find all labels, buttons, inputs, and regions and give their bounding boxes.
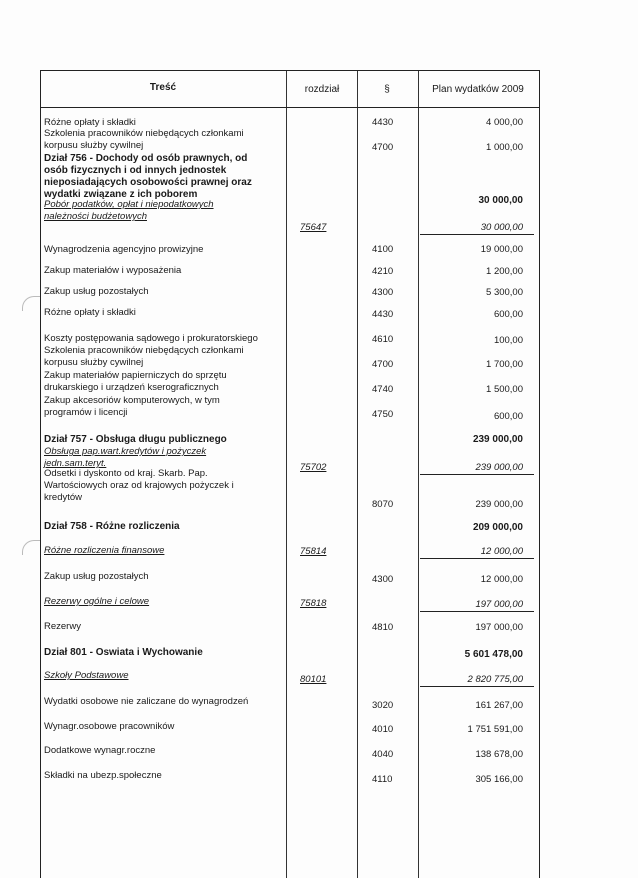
- row-paragraph: 4740: [372, 384, 394, 395]
- row-amount: 305 166,00: [475, 774, 523, 785]
- row-paragraph: 4210: [372, 266, 394, 277]
- row-paragraph: 4110: [372, 774, 393, 785]
- section-heading: nieposiadających osobowości prawnej oraz: [44, 177, 252, 188]
- row-text: Zakup materiałów papierniczych do sprzętu: [44, 370, 227, 381]
- row-paragraph: 4610: [372, 334, 394, 345]
- row-paragraph: 8070: [372, 499, 394, 510]
- amount-underline: [420, 234, 534, 235]
- punch-hole-mark: [22, 540, 41, 555]
- row-text: Zakup usług pozostałych: [44, 286, 149, 297]
- row-text: Zakup materiałów i wyposażenia: [44, 265, 182, 276]
- row-paragraph: 4300: [372, 287, 394, 298]
- header-plan: Plan wydatków 2009: [432, 84, 524, 95]
- row-paragraph: 4750: [372, 409, 394, 420]
- section-heading: Dział 756 - Dochody od osób prawnych, od: [44, 153, 248, 164]
- column-divider: [286, 71, 287, 878]
- row-text: drukarskiego i urządzeń kserograficznych: [44, 382, 219, 393]
- subsection-chapter: 75702: [300, 462, 327, 473]
- subsection-chapter: 75647: [300, 222, 327, 233]
- subsection-text: Obsługa pap.wart.kredytów i pożyczek: [44, 446, 207, 457]
- row-text: Różne opłaty i składki: [44, 307, 136, 318]
- subsection-chapter: 75814: [300, 546, 327, 557]
- row-paragraph: 4810: [372, 622, 394, 633]
- column-divider: [357, 71, 358, 878]
- section-amount: 209 000,00: [472, 522, 523, 533]
- row-paragraph: 4100: [372, 244, 394, 255]
- section-heading: osób fizycznych i od innych jednostek: [44, 165, 227, 176]
- row-amount: 161 267,00: [475, 700, 523, 711]
- row-text: Szkolenia pracowników niebędących członkami: [44, 345, 244, 356]
- row-amount: 1 500,00: [486, 384, 523, 395]
- subsection-text: jedn.sam.teryt.: [44, 458, 107, 469]
- subsection-text: Różne rozliczenia finansowe: [44, 545, 165, 556]
- subsection-chapter: 80101: [300, 674, 327, 685]
- row-text: Wydatki osobowe nie zaliczane do wynagrodzeń: [44, 696, 249, 707]
- row-text: korpusu służby cywilnej: [44, 140, 144, 151]
- subsection-amount: 197 000,00: [475, 599, 523, 610]
- row-amount: 5 300,00: [486, 287, 523, 298]
- subsection-amount: 239 000,00: [475, 462, 523, 473]
- header-rozdzial: rozdział: [304, 84, 340, 95]
- section-heading: Dział 758 - Różne rozliczenia: [44, 521, 180, 532]
- row-amount: 138 678,00: [475, 749, 523, 760]
- subsection-amount: 2 820 775,00: [467, 674, 523, 685]
- column-divider: [418, 71, 419, 878]
- row-amount: 197 000,00: [475, 622, 523, 633]
- budget-table: [40, 70, 540, 878]
- subsection-text: Pobór podatków, opłat i niepodatkowych: [44, 199, 214, 210]
- row-text: Szkolenia pracowników niebędących członkami: [44, 128, 244, 139]
- row-amount: 1 700,00: [486, 359, 523, 370]
- row-text: kredytów: [44, 492, 83, 503]
- row-amount: 1 200,00: [486, 266, 523, 277]
- row-text: Zakup akcesoriów komputerowych, w tym: [44, 395, 220, 406]
- subsection-text: należności budżetowych: [44, 211, 147, 222]
- row-text: Wynagrodzenia agencyjno prowizyjne: [44, 244, 204, 255]
- row-amount: 100,00: [493, 335, 523, 346]
- row-amount: 1 000,00: [486, 142, 523, 153]
- row-text: programów i licencji: [44, 407, 128, 418]
- punch-hole-mark: [22, 296, 41, 311]
- row-amount: 600,00: [493, 411, 523, 422]
- section-heading: wydatki związane z ich poborem: [44, 189, 198, 200]
- subsection-amount: 12 000,00: [480, 546, 523, 557]
- header-tresc: Treść: [149, 82, 177, 93]
- row-paragraph: 4700: [372, 142, 394, 153]
- subsection-text: Szkoły Podstawowe: [44, 670, 129, 681]
- section-amount: 239 000,00: [472, 434, 523, 445]
- row-amount: 4 000,00: [486, 117, 523, 128]
- amount-underline: [420, 611, 534, 612]
- row-text: Odsetki i dyskonto od kraj. Skarb. Pap.: [44, 468, 208, 479]
- section-heading: Dział 757 - Obsługa długu publicznego: [44, 434, 227, 445]
- row-text: Rezerwy: [44, 621, 81, 632]
- row-text: Wynagr.osobowe pracowników: [44, 721, 175, 732]
- row-amount: 12 000,00: [480, 574, 523, 585]
- row-text: Różne opłaty i składki: [44, 117, 136, 128]
- row-amount: 239 000,00: [475, 499, 523, 510]
- row-text: Dodatkowe wynagr.roczne: [44, 745, 156, 756]
- row-paragraph: 4430: [372, 309, 394, 320]
- row-amount: 19 000,00: [480, 244, 523, 255]
- row-paragraph: 4040: [372, 749, 394, 760]
- row-text: Zakup usług pozostałych: [44, 571, 149, 582]
- row-paragraph: 4300: [372, 574, 394, 585]
- amount-underline: [420, 474, 534, 475]
- amount-underline: [420, 558, 534, 559]
- header-paragraf: §: [384, 84, 390, 95]
- row-paragraph: 4700: [372, 359, 394, 370]
- row-text: Koszty postępowania sądowego i prokuratorskiego: [44, 333, 258, 344]
- row-text: korpusu służby cywilnej: [44, 357, 144, 368]
- row-paragraph: 3020: [372, 700, 394, 711]
- row-amount: 600,00: [493, 309, 523, 320]
- amount-underline: [420, 686, 534, 687]
- row-paragraph: 4430: [372, 117, 394, 128]
- header-divider: [41, 107, 539, 108]
- subsection-text: Rezerwy ogólne i celowe: [44, 596, 150, 607]
- row-amount: 1 751 591,00: [467, 724, 523, 735]
- row-paragraph: 4010: [372, 724, 394, 735]
- section-heading: Dział 801 - Oswiata i Wychowanie: [44, 647, 203, 658]
- row-text: Wartościowych oraz od krajowych pożyczek i: [44, 480, 234, 491]
- section-amount: 30 000,00: [478, 195, 523, 206]
- section-amount: 5 601 478,00: [464, 649, 523, 660]
- row-text: Składki na ubezp.społeczne: [44, 770, 162, 781]
- subsection-chapter: 75818: [300, 598, 327, 609]
- subsection-amount: 30 000,00: [480, 222, 523, 233]
